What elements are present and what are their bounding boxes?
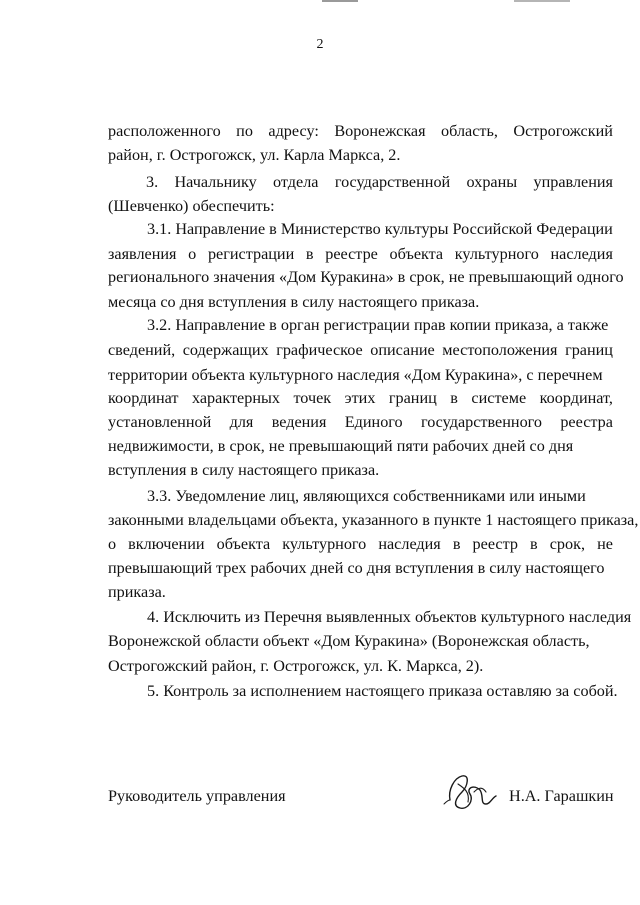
word: реестр	[472, 535, 518, 553]
word: регистрации	[207, 245, 295, 263]
word: границ	[388, 389, 437, 407]
word: графическое	[276, 341, 363, 359]
text-line: 3.2. Направление в орган регистрации прав копии приказа, а также	[147, 316, 609, 334]
word: государственной	[334, 173, 451, 191]
text-line: 4. Исключить из Перечня выявленных объектов культурного наследия	[147, 608, 632, 626]
text-line	[146, 172, 613, 192]
signatory-name: Н.А. Гарашкин	[509, 787, 614, 805]
word: границ	[565, 341, 613, 359]
position-title: Руководитель управления	[108, 787, 286, 805]
text-line: законными владельцами объекта, указанного в пункте 1 настоящего приказа,	[108, 511, 639, 529]
word: отдела	[273, 173, 319, 191]
word: по	[236, 122, 253, 140]
word: в	[530, 535, 538, 553]
word: культурного	[454, 245, 539, 263]
handwritten-signature	[440, 770, 498, 814]
text-line: приказа.	[108, 583, 166, 601]
word: срок,	[549, 535, 586, 553]
word: содержащих	[182, 341, 269, 359]
word: Воронежская	[334, 122, 426, 140]
word: реестре	[325, 245, 378, 263]
word: государственного	[420, 413, 542, 431]
word: в	[450, 389, 458, 407]
word: объекта	[216, 535, 271, 553]
word: охраны	[466, 173, 518, 191]
text-line: Воронежской области объект «Дом Куракина» (Воронежская область,	[108, 632, 590, 650]
text-line: превышающий трех рабочих дней со дня вступления в силу настоящего	[108, 559, 605, 577]
word: 3.	[146, 173, 159, 191]
word: о	[188, 245, 197, 263]
word: расположенного	[108, 122, 221, 140]
text-line: Острогожский район, г. Острогожск, ул. К. Маркса, 2).	[108, 657, 484, 675]
word: ведения	[271, 413, 327, 431]
text-line	[108, 534, 613, 554]
word: для	[229, 413, 254, 431]
word: объекта	[389, 245, 444, 263]
word: область,	[441, 122, 498, 140]
word: включении	[128, 535, 205, 553]
text-line	[108, 388, 613, 408]
word: управления	[533, 173, 613, 191]
word: описание	[370, 341, 435, 359]
text-line: 3.1. Направление в Министерство культуры Российской Федерации	[147, 220, 613, 238]
page-number: 2	[316, 37, 324, 52]
text-line: недвижимости, в срок, не превышающий пяти рабочих дней со дня	[108, 437, 574, 455]
text-line: 5. Контроль за исполнением настоящего приказа оставляю за собой.	[147, 682, 618, 700]
scan-artifact-top-right	[514, 0, 570, 2]
word: культурного	[282, 535, 367, 553]
word: в	[305, 245, 314, 263]
word: Начальнику	[174, 173, 257, 191]
text-line	[108, 412, 613, 432]
word: Острогожский	[513, 122, 613, 140]
text-line: территории объекта культурного наследия «Дом Куракина», с перечнем	[108, 366, 603, 384]
word: наследия	[378, 535, 441, 553]
word: координат	[108, 389, 179, 407]
word: этих	[344, 389, 376, 407]
text-line: вступления в силу настоящего приказа.	[108, 461, 380, 479]
word: заявления	[108, 245, 177, 263]
word: Единого	[344, 413, 403, 431]
word: адресу:	[268, 122, 319, 140]
word: в	[452, 535, 461, 553]
word: реестра	[560, 413, 613, 431]
word: не	[597, 535, 613, 553]
text-line: (Шевченко) обеспечить:	[108, 197, 275, 215]
word: установленной	[108, 413, 212, 431]
text-line: 3.3. Уведомление лиц, являющихся собственниками или иными	[147, 487, 586, 505]
text-line: регионального значения «Дом Куракина» в срок, не превышающий одного	[108, 268, 624, 286]
word: точек	[293, 389, 332, 407]
text-line	[108, 244, 613, 264]
text-line: месяца со дня вступления в силу настоящего приказа.	[108, 293, 480, 311]
word: наследия	[550, 245, 613, 263]
text-line: район, г. Острогожск, ул. Карла Маркса, 2.	[108, 146, 401, 164]
word: характерных	[191, 389, 280, 407]
text-line	[108, 340, 613, 360]
scan-artifact-top	[322, 0, 358, 2]
word: координат,	[539, 389, 613, 407]
text-line	[108, 121, 613, 141]
word: о	[108, 535, 117, 553]
word: сведений,	[108, 341, 176, 359]
word: местоположения	[442, 341, 558, 359]
word: системе	[471, 389, 527, 407]
